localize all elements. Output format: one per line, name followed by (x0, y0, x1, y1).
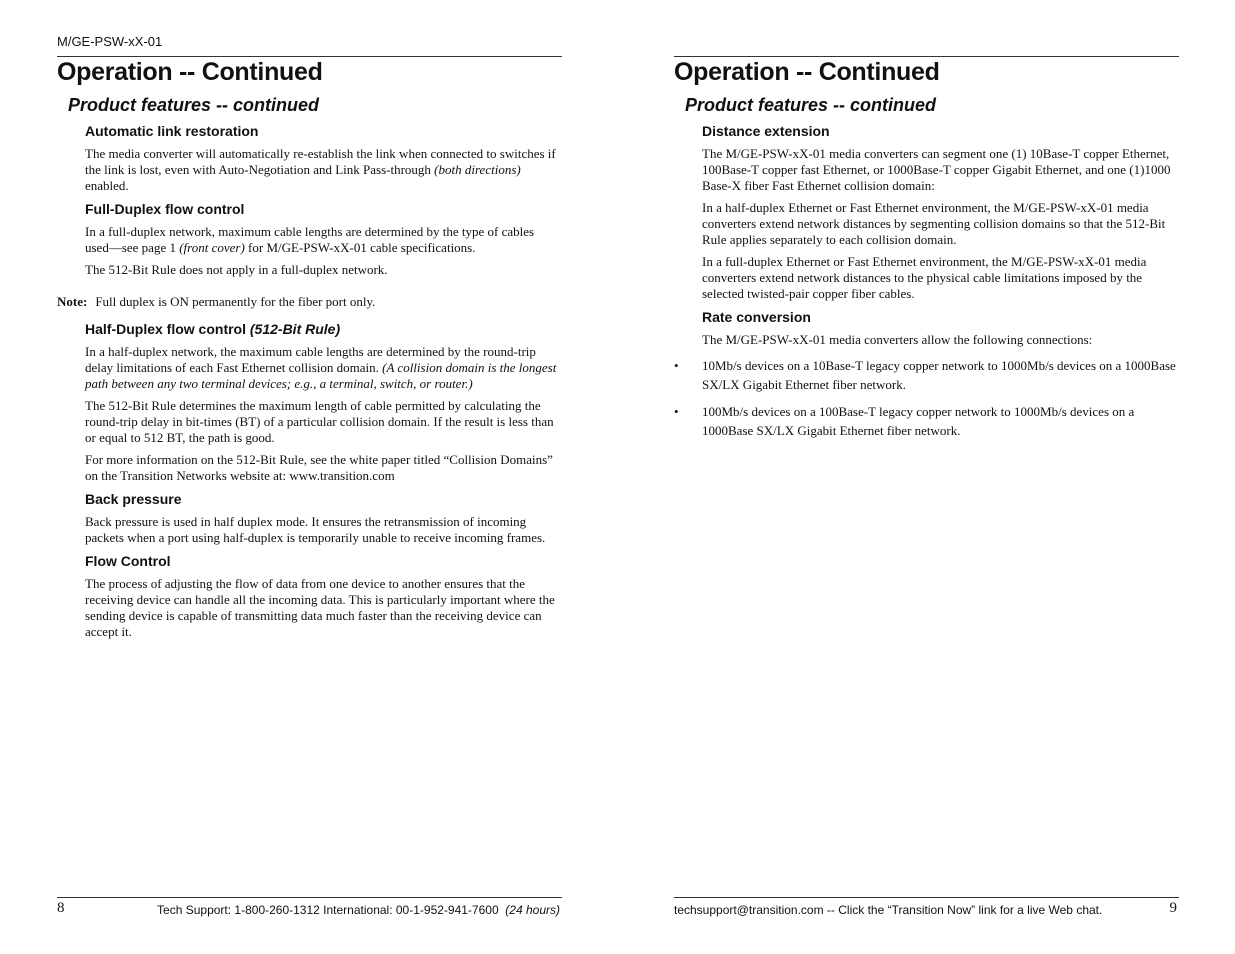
footer (57, 900, 562, 920)
page-subtitle: Product features -- continued (685, 95, 937, 115)
page-number: 8 (57, 900, 65, 916)
section-heading: Distance extension (702, 123, 830, 139)
section-distance-extension (702, 122, 1178, 302)
page-number: 9 (1169, 900, 1177, 916)
left-body (57, 122, 561, 646)
page-subtitle: Product features -- continued (68, 95, 320, 115)
page-title: Operation -- Continued (57, 58, 323, 86)
support-line: Tech Support: 1-800-260-1312 International: 00-1-952-941-7600 (24 hours) (157, 903, 560, 917)
paragraph: For more information on the 512-Bit Rule, see the white paper titled “Collision Domains” on the Transition Networks website at: www.transition.com (85, 452, 553, 483)
bullet-icon: • (674, 404, 679, 419)
section-heading: Rate conversion (702, 309, 811, 325)
footer (674, 900, 1179, 920)
section-automatic-link-restoration (85, 122, 561, 194)
right-page (674, 0, 1179, 954)
page-title: Operation -- Continued (674, 58, 940, 86)
paragraph: The process of adjusting the flow of data from one device to another ensures that the receiving device can handle all the incoming data. This is particularly important where the sending device is capable of transmitting data much faster than the receiving device can accept it. (85, 576, 555, 639)
section-rate-conversion (674, 308, 1178, 440)
section-heading: Automatic link restoration (85, 123, 259, 139)
section-heading: Full-Duplex flow control (85, 201, 245, 217)
section-heading: Flow Control (85, 553, 171, 569)
paragraph: In a full-duplex network, maximum cable lengths are determined by the type of cables used—see page 1 (front cover) for M/GE-PSW-xX-01 cable specifications. (85, 224, 535, 255)
left-page (57, 0, 562, 954)
header-rule (674, 56, 1179, 57)
section-flow-control (85, 552, 561, 640)
section-full-duplex (57, 200, 561, 310)
paragraph: In a full-duplex Ethernet or Fast Ethernet environment, the M/GE-PSW-xX-01 media converters extend network distances to the physical cable limitations imposed by the selected twisted-pair copper fiber cables. (702, 254, 1147, 301)
note (57, 294, 561, 310)
list-item: • 100Mb/s devices on a 100Base-T legacy copper network to 1000Mb/s devices on a 1000Base SX/LX Gigabit Ethernet fiber network. (674, 404, 1135, 438)
document-id: M/GE-PSW-xX-01 (57, 34, 163, 49)
list-item: • 10Mb/s devices on a 10Base-T legacy copper network to 1000Mb/s devices on a 1000Base SX/LX Gigabit Ethernet fiber network. (674, 358, 1176, 392)
paragraph: The M/GE-PSW-xX-01 media converters can segment one (1) 10Base-T copper Ethernet, 100Base-T copper fast Ethernet, or 1000Base-T copper Gigabit Ethernet, and one (1)1000 Base-X fiber Fast Ethernet collision domain: (702, 146, 1171, 193)
paragraph: The 512-Bit Rule does not apply in a full-duplex network. (85, 262, 388, 277)
paragraph: Back pressure is used in half duplex mode. It ensures the retransmission of incoming packets when a port using half-duplex is temporarily unable to receive incoming frames. (85, 514, 546, 545)
paragraph: The 512-Bit Rule determines the maximum length of cable permitted by calculating the round-trip delay in bit-times (BT) of a particular collision domain. If the result is less than or equal to 512 BT, the path is good. (85, 398, 554, 445)
paragraph: In a half-duplex Ethernet or Fast Ethernet environment, the M/GE-PSW-xX-01 media converters extend network distances by segmenting collision domains so that the 512-Bit Rule applies separately to each collision domain. (702, 200, 1166, 247)
bullet-icon: • (674, 358, 679, 373)
support-line: techsupport@transition.com -- Click the “Transition Now” link for a live Web chat. (674, 903, 1103, 917)
section-heading: Back pressure (85, 491, 182, 507)
section-back-pressure (85, 490, 561, 546)
note-label: Note: (57, 294, 88, 309)
right-body (674, 122, 1178, 440)
section-heading: Half-Duplex flow control (512-Bit Rule) (85, 321, 341, 337)
note-text: Full duplex is ON permanently for the fiber port only. (95, 294, 376, 309)
footer-rule (674, 897, 1179, 898)
bullet-list (674, 356, 1178, 440)
footer-rule (57, 897, 562, 898)
paragraph: The media converter will automatically re-establish the link when connected to switches if the link is lost, even with Auto-Negotiation and Link Pass-through (both directions) enabled. (85, 146, 556, 193)
paragraph: In a half-duplex network, the maximum cable lengths are determined by the round-trip delay limitations of each Fast Ethernet collision domain. (A collision domain is the longest path between any two terminal devices; e.g., a terminal, switch, or router.) (85, 344, 557, 391)
paragraph: The M/GE-PSW-xX-01 media converters allow the following connections: (702, 332, 1093, 347)
header-rule (57, 56, 562, 57)
section-half-duplex (85, 320, 561, 484)
